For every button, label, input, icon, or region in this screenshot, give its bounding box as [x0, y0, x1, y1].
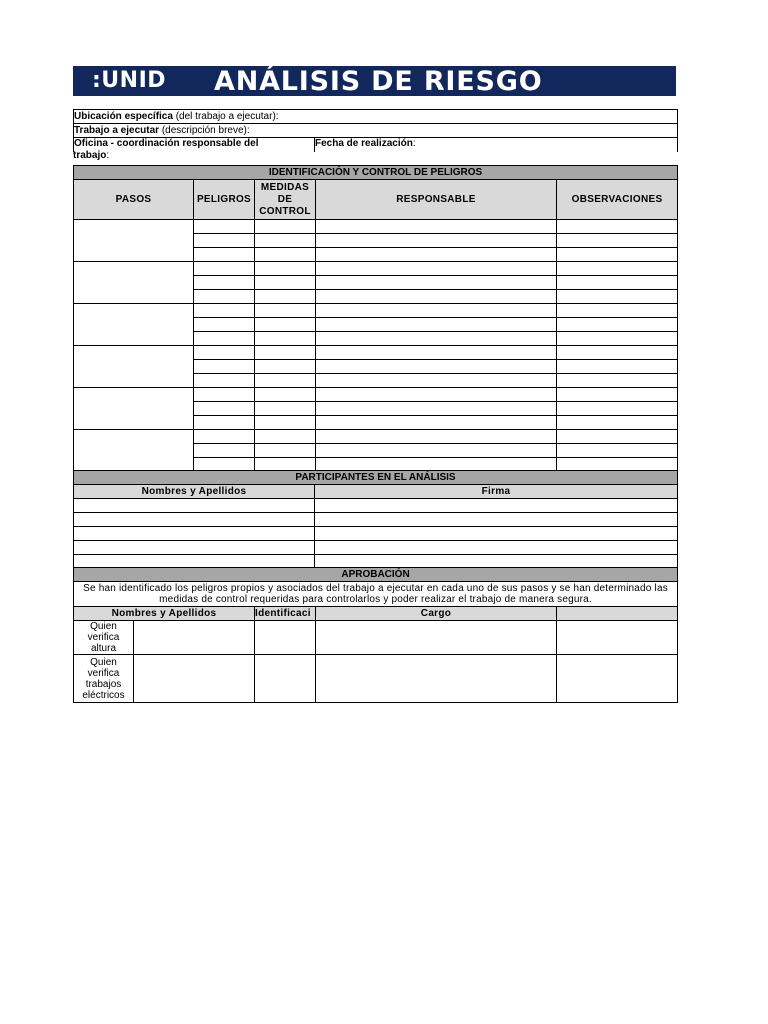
participant-name-cell[interactable] — [74, 499, 315, 513]
trabajo-field[interactable] — [74, 124, 678, 138]
col-approval-identificacion: Identificaci — [255, 607, 316, 621]
col-participant-firma: Firma — [315, 485, 678, 499]
responsable-cell[interactable] — [316, 360, 557, 374]
peligro-cell[interactable] — [194, 234, 255, 248]
peligro-cell[interactable] — [194, 318, 255, 332]
paso-cell[interactable] — [74, 262, 194, 304]
peligro-cell[interactable] — [194, 430, 255, 444]
paso-cell[interactable] — [74, 346, 194, 388]
participant-row — [74, 499, 678, 513]
medida-cell[interactable] — [255, 234, 316, 248]
participant-name-cell[interactable] — [74, 541, 315, 555]
participant-firma-cell[interactable] — [315, 499, 678, 513]
peligro-cell[interactable] — [194, 402, 255, 416]
responsable-cell[interactable] — [316, 388, 557, 402]
responsable-cell[interactable] — [316, 276, 557, 290]
peligro-cell[interactable] — [194, 360, 255, 374]
paso-cell[interactable] — [74, 430, 194, 472]
approval-name-cell[interactable] — [134, 655, 255, 703]
responsable-cell[interactable] — [316, 346, 557, 360]
observacion-cell[interactable] — [557, 234, 678, 248]
observacion-cell[interactable] — [557, 220, 678, 234]
responsable-cell[interactable] — [316, 318, 557, 332]
peligro-cell[interactable] — [194, 416, 255, 430]
peligro-cell[interactable] — [194, 346, 255, 360]
observacion-cell[interactable] — [557, 318, 678, 332]
medida-cell[interactable] — [255, 318, 316, 332]
observacion-cell[interactable] — [557, 360, 678, 374]
responsable-cell[interactable] — [316, 262, 557, 276]
oficina-label: Oficina - coordinación responsable del — [74, 138, 259, 149]
observacion-cell[interactable] — [557, 276, 678, 290]
medida-cell[interactable] — [255, 304, 316, 318]
peligro-cell[interactable] — [194, 332, 255, 346]
approval-role-electricos: Quien verifica trabajos eléctricos — [74, 655, 134, 703]
medida-cell[interactable] — [255, 346, 316, 360]
approval-extra-cell[interactable] — [557, 655, 678, 703]
medida-cell[interactable] — [255, 444, 316, 458]
participant-name-cell[interactable] — [74, 527, 315, 541]
approval-role-altura: Quien verifica altura — [74, 621, 134, 655]
observacion-cell[interactable] — [557, 374, 678, 388]
hazard-section-title: IDENTIFICACIÓN Y CONTROL DE PELIGROS — [74, 166, 678, 180]
col-approval-blank — [557, 607, 678, 621]
responsable-cell[interactable] — [316, 444, 557, 458]
col-approval-cargo: Cargo — [316, 607, 557, 621]
responsable-cell[interactable] — [316, 430, 557, 444]
responsable-cell[interactable] — [316, 402, 557, 416]
observacion-cell[interactable] — [557, 332, 678, 346]
hazard-row — [74, 430, 678, 444]
oficina-field[interactable] — [74, 138, 315, 152]
peligro-cell[interactable] — [194, 248, 255, 262]
responsable-cell[interactable] — [316, 374, 557, 388]
peligro-cell[interactable] — [194, 388, 255, 402]
approval-cargo-cell[interactable] — [316, 621, 557, 655]
fecha-colon: : — [412, 138, 416, 149]
peligro-cell[interactable] — [194, 262, 255, 276]
responsable-cell[interactable] — [316, 304, 557, 318]
approval-name-cell[interactable] — [134, 621, 255, 655]
paso-cell[interactable] — [74, 388, 194, 430]
col-pasos: PASOS — [74, 180, 194, 220]
observacion-cell[interactable] — [557, 290, 678, 304]
responsable-cell[interactable] — [316, 416, 557, 430]
participant-row — [74, 513, 678, 527]
hazard-row — [74, 304, 678, 318]
peligro-cell[interactable] — [194, 290, 255, 304]
hazard-row — [74, 220, 678, 234]
observacion-cell[interactable] — [557, 346, 678, 360]
trabajo-label: Trabajo a ejecutar — [74, 125, 160, 136]
responsable-cell[interactable] — [316, 248, 557, 262]
peligro-cell[interactable] — [194, 304, 255, 318]
participant-row — [74, 527, 678, 541]
hazard-row — [74, 346, 678, 360]
medida-cell[interactable] — [255, 262, 316, 276]
medida-cell[interactable] — [255, 430, 316, 444]
hazard-row — [74, 388, 678, 402]
col-participant-nombres: Nombres y Apellidos — [74, 485, 315, 499]
observacion-cell[interactable] — [557, 388, 678, 402]
hazard-row — [74, 262, 678, 276]
approval-table — [73, 567, 678, 703]
col-approval-nombres: Nombres y Apellidos — [74, 607, 255, 621]
fecha-field[interactable] — [315, 138, 678, 152]
medida-cell[interactable] — [255, 276, 316, 290]
medida-cell[interactable] — [255, 374, 316, 388]
oficina-colon: : — [106, 150, 110, 161]
responsable-cell[interactable] — [316, 290, 557, 304]
responsable-cell[interactable] — [316, 220, 557, 234]
observacion-cell[interactable] — [557, 262, 678, 276]
approval-section-title: APROBACIÓN — [74, 568, 678, 582]
col-medidas: MEDIDAS DE CONTROL — [255, 180, 316, 220]
paso-cell[interactable] — [74, 304, 194, 346]
responsable-cell[interactable] — [316, 234, 557, 248]
col-responsable: RESPONSABLE — [316, 180, 557, 220]
medida-cell[interactable] — [255, 332, 316, 346]
medida-cell[interactable] — [255, 402, 316, 416]
approval-note: Se han identificado los peligros propios y asociados del trabajo a ejecutar en cada uno de sus pasos y se han determinado las medidas de control requeridas para controlarlos y poder realizar el trabajo de manera segura. — [74, 582, 678, 607]
page-title: ANÁLISIS DE RIESGO — [214, 66, 543, 97]
medida-cell[interactable] — [255, 220, 316, 234]
approval-id-cell[interactable] — [255, 621, 316, 655]
medida-cell[interactable] — [255, 388, 316, 402]
observacion-cell[interactable] — [557, 430, 678, 444]
unid-logo: :UNID — [92, 68, 167, 93]
participant-row — [74, 541, 678, 555]
observacion-cell[interactable] — [557, 402, 678, 416]
participant-name-cell[interactable] — [74, 513, 315, 527]
observacion-cell[interactable] — [557, 416, 678, 430]
medida-cell[interactable] — [255, 416, 316, 430]
approval-id-cell[interactable] — [255, 655, 316, 703]
medida-cell[interactable] — [255, 290, 316, 304]
medida-cell[interactable] — [255, 360, 316, 374]
participant-firma-cell[interactable] — [315, 541, 678, 555]
observacion-cell[interactable] — [557, 444, 678, 458]
approval-extra-cell[interactable] — [557, 621, 678, 655]
ubicacion-label: Ubicación específica — [74, 111, 173, 122]
peligro-cell[interactable] — [194, 276, 255, 290]
col-peligros: PELIGROS — [194, 180, 255, 220]
participant-firma-cell[interactable] — [315, 513, 678, 527]
observacion-cell[interactable] — [557, 248, 678, 262]
participants-section-title: PARTICIPANTES EN EL ANÁLISIS — [74, 471, 678, 485]
hazard-control-table — [73, 165, 678, 472]
participant-firma-cell[interactable] — [315, 527, 678, 541]
participants-table — [73, 470, 678, 569]
approval-cargo-cell[interactable] — [316, 655, 557, 703]
col-observaciones: OBSERVACIONES — [557, 180, 678, 220]
ubicacion-hint: (del trabajo a ejecutar): — [175, 111, 279, 122]
peligro-cell[interactable] — [194, 374, 255, 388]
ubicacion-field[interactable] — [74, 110, 678, 124]
info-table — [73, 109, 678, 152]
peligro-cell[interactable] — [194, 220, 255, 234]
peligro-cell[interactable] — [194, 444, 255, 458]
fecha-label: Fecha de realización — [315, 138, 413, 149]
trabajo-hint: (descripción breve): — [161, 125, 250, 136]
paso-cell[interactable] — [74, 220, 194, 262]
oficina-label-2: trabajo — [73, 150, 107, 161]
responsable-cell[interactable] — [316, 332, 557, 346]
medida-cell[interactable] — [255, 248, 316, 262]
observacion-cell[interactable] — [557, 304, 678, 318]
oficina-label-continued — [73, 150, 109, 161]
